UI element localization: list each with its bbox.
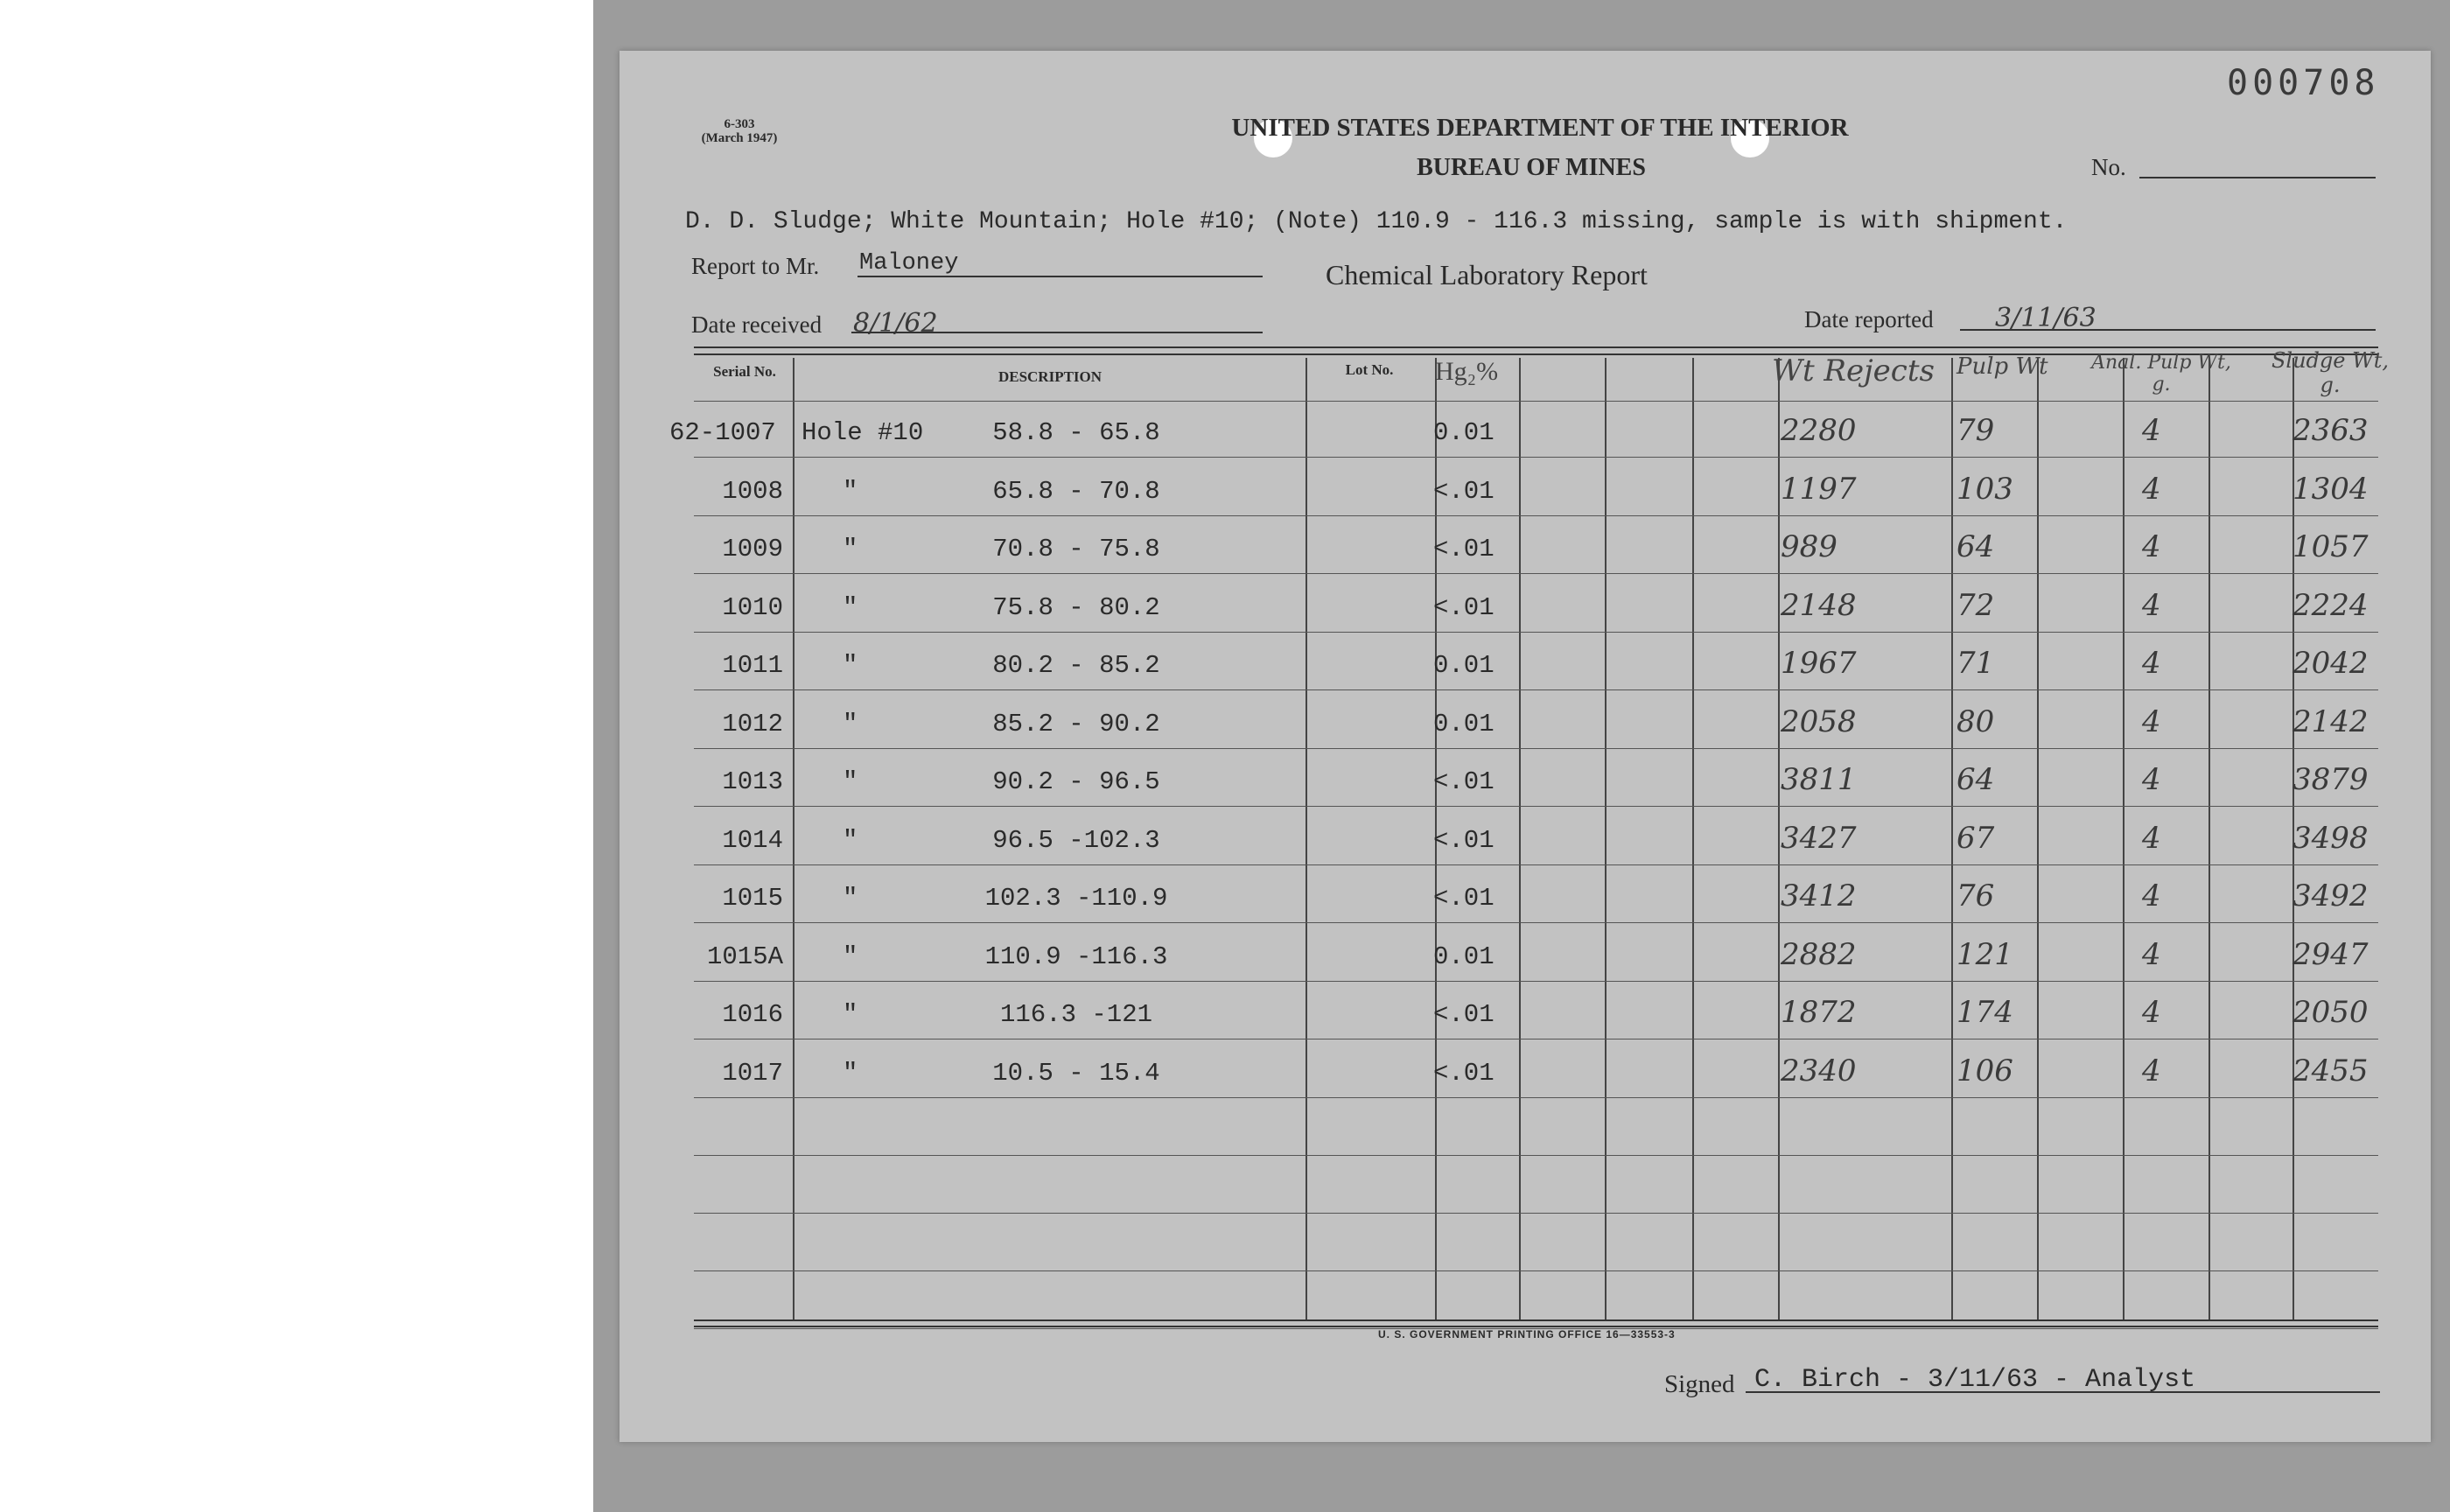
date-reported-label: Date reported xyxy=(1804,306,1934,332)
depth-range-cell: 85.2 - 90.2 xyxy=(992,709,1160,738)
depth-range-cell: 65.8 - 70.8 xyxy=(992,476,1160,506)
depth-range-cell: 10.5 - 15.4 xyxy=(992,1058,1160,1088)
pulp-wt-cell: 71 xyxy=(1956,646,1995,681)
sample-note: D. D. Sludge; White Mountain; Hole #10; (Note) 110.9 - 116.3 missing, sample is with shipment. xyxy=(685,208,2068,235)
table-bottom-border xyxy=(694,1320,2378,1321)
anal-pulp-cell: 4 xyxy=(2142,936,2161,972)
anal-pulp-cell: 4 xyxy=(2142,646,2161,681)
pulp-wt-cell: 79 xyxy=(1956,413,1995,448)
description-cell: " xyxy=(843,592,858,622)
pulp-wt-cell: 121 xyxy=(1956,936,2013,972)
row-divider xyxy=(694,457,2378,458)
column-divider xyxy=(2037,358,2039,1320)
serial-number-cell: 1015 xyxy=(722,884,783,913)
depth-range-cell: 70.8 - 75.8 xyxy=(992,535,1160,564)
row-divider xyxy=(694,922,2378,923)
sludge-wt-cell: 3498 xyxy=(2292,820,2369,856)
description-cell: " xyxy=(843,535,858,564)
header-description: DESCRIPTION xyxy=(998,368,1102,385)
signature-line xyxy=(1746,1391,2380,1393)
hg-percent-cell: <.01 xyxy=(1433,767,1494,796)
description-cell: " xyxy=(843,1000,858,1029)
pulp-wt-cell: 174 xyxy=(1956,995,2013,1030)
sludge-wt-cell: 2455 xyxy=(2292,1053,2369,1088)
serial-number-cell: 1009 xyxy=(722,535,783,564)
printing-office-footer: U. S. GOVERNMENT PRINTING OFFICE 16—33553-3 xyxy=(1378,1328,1676,1340)
anal-pulp-cell: 4 xyxy=(2142,587,2161,623)
hg-percent-cell: 0.01 xyxy=(1433,709,1494,738)
serial-number-cell: 62-1007 xyxy=(669,418,776,447)
pulp-wt-cell: 72 xyxy=(1956,587,1995,623)
column-divider xyxy=(1306,358,1307,1320)
description-cell: " xyxy=(843,709,858,738)
column-divider xyxy=(2208,358,2210,1320)
pulp-wt-cell: 80 xyxy=(1956,704,1995,739)
row-divider xyxy=(694,748,2378,749)
header-hg: Hg₂% xyxy=(1435,357,1499,386)
sludge-wt-cell: 2142 xyxy=(2292,704,2369,739)
wt-rejects-cell: 2882 xyxy=(1781,936,1857,972)
pulp-wt-cell: 64 xyxy=(1956,762,1995,797)
column-divider xyxy=(1605,358,1606,1320)
serial-number-cell: 1008 xyxy=(722,476,783,506)
pulp-wt-cell: 106 xyxy=(1956,1053,2013,1088)
report-to-line xyxy=(858,276,1263,277)
hg-percent-cell: 0.01 xyxy=(1433,418,1494,447)
wt-rejects-cell: 2148 xyxy=(1781,587,1857,623)
date-received-line xyxy=(851,332,1263,333)
serial-number-cell: 1013 xyxy=(722,767,783,796)
header-serial-no: Serial No. xyxy=(713,363,776,380)
depth-range-cell: 58.8 - 65.8 xyxy=(992,418,1160,447)
row-divider xyxy=(694,806,2378,807)
sludge-wt-cell: 3492 xyxy=(2292,878,2369,914)
depth-range-cell: 80.2 - 85.2 xyxy=(992,651,1160,680)
pulp-wt-cell: 64 xyxy=(1956,529,1995,564)
depth-range-cell: 110.9 -116.3 xyxy=(984,942,1168,971)
number-label: No. xyxy=(2091,154,2126,180)
serial-number-cell: 1017 xyxy=(722,1058,783,1088)
sludge-wt-cell: 1304 xyxy=(2292,471,2369,507)
sludge-wt-cell: 3879 xyxy=(2292,762,2369,797)
department-title: UNITED STATES DEPARTMENT OF THE INTERIOR xyxy=(1231,114,1849,142)
description-cell: " xyxy=(843,825,858,855)
hg-percent-cell: <.01 xyxy=(1433,884,1494,913)
serial-number-cell: 1011 xyxy=(722,651,783,680)
depth-range-cell: 96.5 -102.3 xyxy=(992,825,1160,855)
depth-range-cell: 75.8 - 80.2 xyxy=(992,592,1160,622)
description-cell: " xyxy=(843,651,858,680)
anal-pulp-cell: 4 xyxy=(2142,995,2161,1030)
hg-percent-cell: <.01 xyxy=(1433,825,1494,855)
wt-rejects-cell: 2058 xyxy=(1781,704,1857,739)
column-divider xyxy=(2123,358,2124,1320)
depth-range-cell: 102.3 -110.9 xyxy=(984,884,1168,913)
header-underline xyxy=(694,401,2378,402)
row-divider xyxy=(694,981,2378,982)
serial-number-cell: 1016 xyxy=(722,1000,783,1029)
date-received-value: 8/1/62 xyxy=(853,308,938,339)
row-divider xyxy=(694,515,2378,516)
anal-pulp-cell: 4 xyxy=(2142,878,2161,914)
header-pulp-wt: Pulp Wt xyxy=(1956,354,2048,380)
document-number: 000708 xyxy=(2227,63,2380,103)
hg-percent-cell: 0.01 xyxy=(1433,942,1494,971)
sludge-wt-cell: 2947 xyxy=(2292,936,2369,972)
hg-percent-cell: 0.01 xyxy=(1433,651,1494,680)
description-cell: Hole #10 xyxy=(802,418,924,447)
hg-percent-cell: <.01 xyxy=(1433,592,1494,622)
wt-rejects-cell: 2340 xyxy=(1781,1053,1857,1088)
anal-pulp-cell: 4 xyxy=(2142,762,2161,797)
description-cell: " xyxy=(843,884,858,913)
anal-pulp-cell: 4 xyxy=(2142,820,2161,856)
date-reported-value: 3/11/63 xyxy=(1995,303,2096,333)
anal-pulp-cell: 4 xyxy=(2142,529,2161,564)
wt-rejects-cell: 3811 xyxy=(1781,762,1857,797)
anal-pulp-cell: 4 xyxy=(2142,704,2161,739)
column-divider xyxy=(1951,358,1953,1320)
bureau-title: BUREAU OF MINES xyxy=(1417,154,1646,181)
row-divider xyxy=(694,573,2378,574)
header-lot-no: Lot No. xyxy=(1345,361,1394,378)
depth-range-cell: 90.2 - 96.5 xyxy=(992,767,1160,796)
date-received-label: Date received xyxy=(691,312,822,338)
anal-pulp-cell: 4 xyxy=(2142,413,2161,448)
wt-rejects-cell: 1872 xyxy=(1781,995,1857,1030)
column-divider xyxy=(1778,358,1780,1320)
hg-percent-cell: <.01 xyxy=(1433,1058,1494,1088)
report-to-value: Maloney xyxy=(859,250,959,276)
wt-rejects-cell: 2280 xyxy=(1781,413,1857,448)
wt-rejects-cell: 3427 xyxy=(1781,820,1857,856)
serial-number-cell: 1010 xyxy=(722,592,783,622)
empty-row-divider xyxy=(694,1270,2378,1271)
row-divider xyxy=(694,632,2378,633)
serial-number-cell: 1012 xyxy=(722,709,783,738)
header-sludge-wt: Sludge Wt, g. xyxy=(2271,348,2390,397)
sludge-wt-cell: 2363 xyxy=(2292,413,2369,448)
number-field-line xyxy=(2139,177,2376,178)
table-bottom-border-outer xyxy=(694,1326,2378,1327)
row-divider xyxy=(694,864,2378,865)
header-anal-pulp: Anal. Pulp Wt, g. xyxy=(2091,352,2231,396)
serial-number-cell: 1015A xyxy=(706,942,783,971)
wt-rejects-cell: 1197 xyxy=(1781,471,1857,507)
column-divider xyxy=(793,358,794,1320)
wt-rejects-cell: 989 xyxy=(1781,529,1838,564)
row-divider xyxy=(694,1039,2378,1040)
column-divider xyxy=(1519,358,1521,1320)
form-number-code: 6-303 xyxy=(724,117,755,131)
signed-label: Signed xyxy=(1664,1370,1735,1398)
hg-percent-cell: <.01 xyxy=(1433,535,1494,564)
signed-value: C. Birch - 3/11/63 - Analyst xyxy=(1754,1365,2196,1395)
form-number xyxy=(691,117,788,145)
hg-percent-cell: <.01 xyxy=(1433,476,1494,506)
form-number-date: (March 1947) xyxy=(701,131,778,145)
sludge-wt-cell: 2224 xyxy=(2292,587,2369,623)
description-cell: " xyxy=(843,942,858,971)
sludge-wt-cell: 2042 xyxy=(2292,646,2369,681)
description-cell: " xyxy=(843,767,858,796)
row-divider xyxy=(694,1097,2378,1098)
pulp-wt-cell: 67 xyxy=(1956,820,1995,856)
header-wt-rejects: Wt Rejects xyxy=(1772,354,1935,388)
hg-percent-cell: <.01 xyxy=(1433,1000,1494,1029)
column-divider xyxy=(1692,358,1694,1320)
wt-rejects-cell: 3412 xyxy=(1781,878,1857,914)
serial-number-cell: 1014 xyxy=(722,825,783,855)
pulp-wt-cell: 103 xyxy=(1956,471,2013,507)
anal-pulp-cell: 4 xyxy=(2142,1053,2161,1088)
empty-row-divider xyxy=(694,1155,2378,1156)
sludge-wt-cell: 2050 xyxy=(2292,995,2369,1030)
lab-report-title: Chemical Laboratory Report xyxy=(1326,259,1648,290)
empty-row-divider xyxy=(694,1213,2378,1214)
pulp-wt-cell: 76 xyxy=(1956,878,1995,914)
wt-rejects-cell: 1967 xyxy=(1781,646,1857,681)
date-reported-line xyxy=(1960,329,2376,331)
depth-range-cell: 116.3 -121 xyxy=(999,1000,1153,1029)
description-cell: " xyxy=(843,1058,858,1088)
sludge-wt-cell: 1057 xyxy=(2292,529,2369,564)
description-cell: " xyxy=(843,476,858,506)
table-top-border xyxy=(694,346,2378,348)
anal-pulp-cell: 4 xyxy=(2142,471,2161,507)
report-to-label: Report to Mr. xyxy=(691,253,820,279)
